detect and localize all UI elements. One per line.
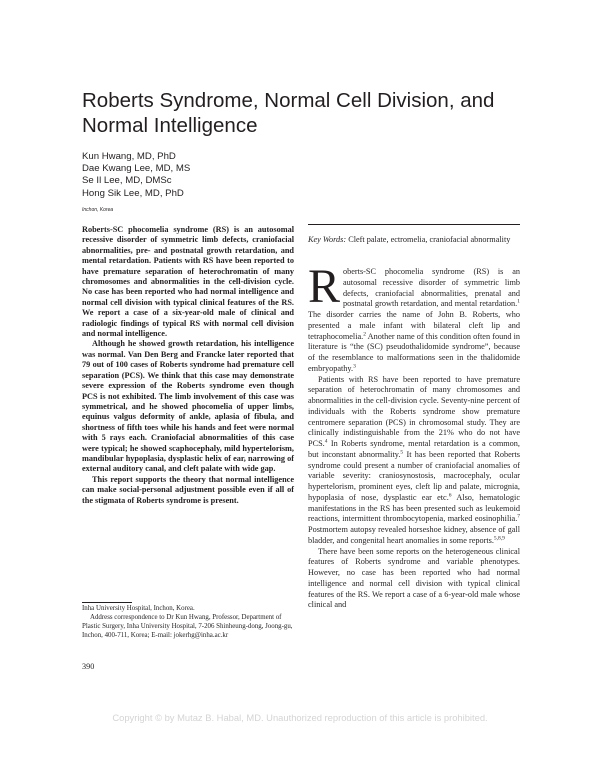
- citation: 2: [363, 330, 366, 337]
- citation: 5: [400, 449, 404, 455]
- citation: 4: [324, 438, 328, 445]
- author-list: [82, 151, 190, 200]
- abstract-paragraph: Although he showed growth retardation, his intelligence was normal. Van Den Berg and Francke later reported that 79 out of 100 cases of Roberts syndrome had premature cell separation (PCS). We think that this case may demonstrate severe expression of the Roberts syndrome even though PCS is not exhibited. The limb involvement of this case was symmetrical, and he showed phocomelia of upper limbs, equinus valgus deformity of ankle, aplasia of fibula, and shortness of fifth toes while his hands and feet were normal with 5 rays each. Craniofacial abnormalities of this case were typical; he showed scaphocephaly, mild hypertelorism, mandibular hypoplasia, dysplastic helix of ear, narrowing of external auditory canal, and cleft palate with wide gap.: [82, 339, 294, 474]
- keywords-label: Key Words:: [308, 235, 347, 244]
- footnote-divider: [82, 602, 132, 603]
- citation: 5,8,9: [493, 535, 505, 541]
- article-title: Roberts Syndrome, Normal Cell Division, and Normal Intelligence: [82, 89, 495, 137]
- author-name: Se Il Lee, MD, DMSc: [82, 175, 172, 187]
- abstract-paragraph: This report supports the theory that normal intelligence can make social-personal adjustment possible even if all of the stigmata of Roberts syndrome is present.: [82, 474, 294, 505]
- abstract-paragraph: Roberts-SC phocomelia syndrome (RS) is an autosomal recessive disorder of symmetric limb defects, craniofacial abnormalities, pre- and postnatal growth retardation, and mental retardation. Patients with RS have been reported to have premature separation of heterochromatin of many chromosomes and abnormalities in the cell-division cycle. No case has been reported who had normal intelligence and normal cell division with typical clinical features of the RS. We report a case of a six-year-old male of clinical and radiologic findings of typical RS with normal cell division and normal intelligence.: [82, 225, 294, 339]
- citation: 1: [517, 298, 520, 305]
- author-name: Kun Hwang, MD, PhD: [82, 151, 176, 162]
- footnotes: [82, 605, 294, 641]
- page-number: 390: [82, 662, 95, 671]
- citation: 6: [448, 492, 452, 498]
- body-text: [308, 260, 521, 611]
- citation: 3: [353, 363, 356, 369]
- drop-cap: R: [308, 260, 341, 313]
- keywords-divider: [308, 224, 520, 225]
- keywords-text: Cleft palate, ectromelia, craniofacial abnormality: [348, 235, 511, 244]
- author-location: Inchon, Korea: [82, 207, 114, 213]
- abstract: [82, 225, 294, 506]
- body-paragraph: There have been some reports on the heterogeneous clinical features of Roberts syndrome and variable phenotypes. However, no case has been reported who had normal intelligence and normal cell division with typical clinical features of the RS. We report a case of a 6-year-old male whose clinical and: [308, 546, 520, 610]
- author-name: Dae Kwang Lee, MD, MS: [82, 163, 191, 175]
- body-paragraph: Patients with RS have been reported to have premature separation of heterochromatin of many chromosomes and abnormalities in the cell-division cycle. Seventy-nine percent of individuals with the Roberts syndrome show premature centromere separation (PCS) in chromosomal study. They are clinically indistinguishable from the 21% who do not have PCS.$^4$ In Roberts syndrome, mental retardation is a common, but inconstant abnormality.$^5$ It has been reported that Roberts syndrome could present a number of craniofacial anomalies of variable severity: craniosynostosis, macrocephaly, ocular hypertelorism, prominent eyes, cleft lip and palate, micrognia, hypoplasia of nose, dysplastic ear etc.$^6$ Also, hematologic manifestations in the RS has been presented such as leukemoid reactions, intermittent thrombocytopenia, marked eosinophilia.$^7$ Postmortem autopsy revealed horseshoe kidney, absence of gall bladder, and congenital heart anomalies in some reports.$^{5,8,9}$: [308, 374, 521, 545]
- correspondence-note: Address correspondence to Dr Kun Hwang, Professor, Department of Plastic Surgery, Inha University Hospital, 7-206 Shinheung-dong, Joong-gu, Inchon, 400-711, Korea; E-mail: jokerhg@inha.ac.kr: [82, 613, 293, 639]
- author-name: Hong Sik Lee, MD, PhD: [82, 187, 184, 199]
- affiliation-note: Inha University Hospital, Inchon, Korea.: [82, 605, 195, 612]
- copyright-watermark: Copyright © by Mutaz B. Habal, MD. Unauthorized reproduction of this article is prohibited.: [112, 712, 488, 723]
- keywords: [308, 235, 520, 246]
- citation: 7: [517, 513, 520, 520]
- body-paragraph: Roberts-SC phocomelia syndrome (RS) is an autosomal recessive disorder of symmetric limb defects, craniofacial abnormalities, prenatal and postnatal growth retardation, and mental retardation.$^1$ The disorder carries the name of John B. Roberts, who presented a male infant with bilateral cleft lip and tetraphocomelia.$^2$ Another name of this condition often found in literature is “the (SC) pseudothalidomide syndrome”, because of the resemblance to malformations seen in the thalidomide embryopathy.$^3$: [308, 260, 520, 373]
